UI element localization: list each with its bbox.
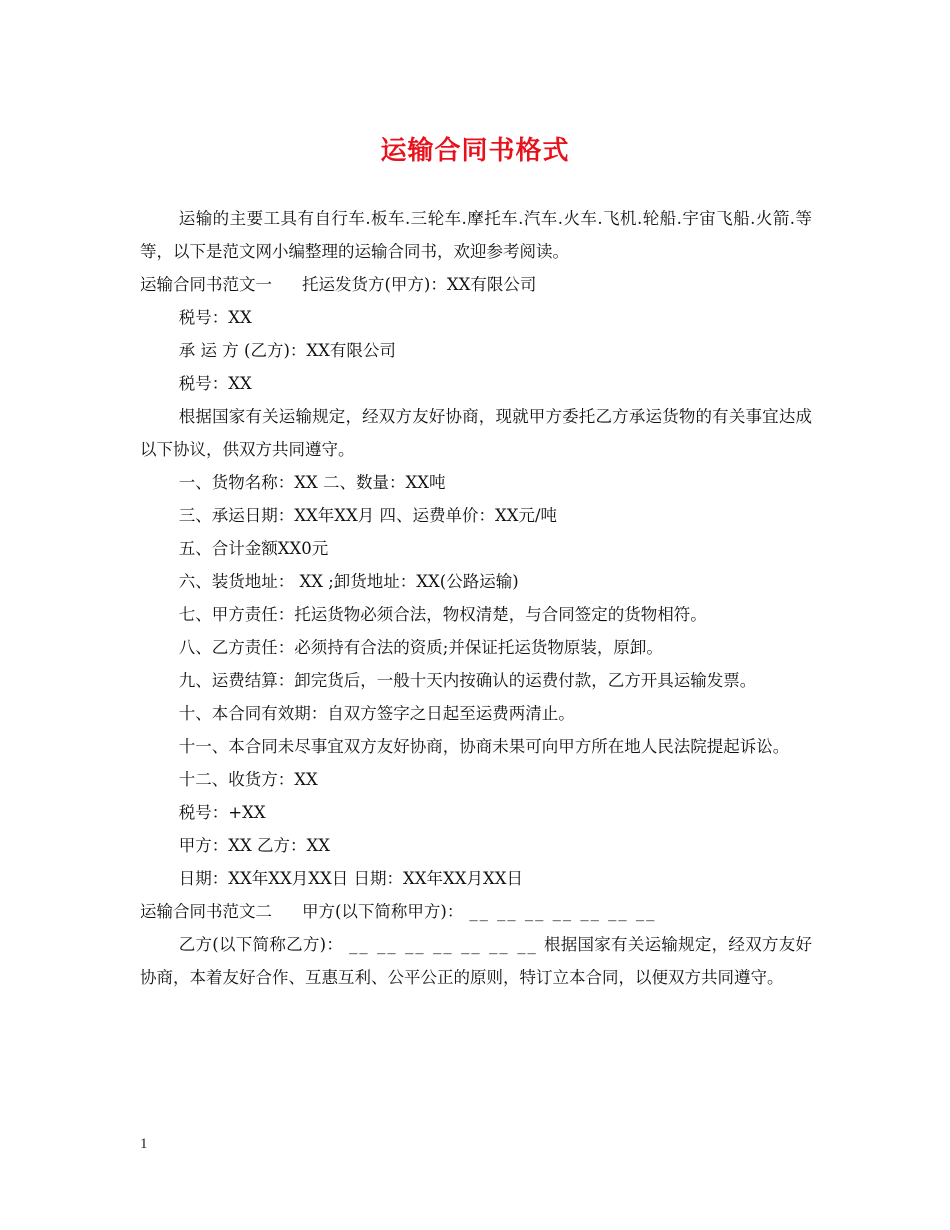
- clause: 甲方：XX 乙方：XX: [178, 836, 330, 855]
- clause: 七、甲方责任：托运货物必须合法，物权清楚，与合同签定的货物相符。: [178, 605, 707, 624]
- clause: 十、本合同有效期：自双方签字之日起至运费两清止。: [178, 704, 575, 723]
- intro-paragraph: 运输的主要工具有自行车.板车.三轮车.摩托车.汽车.火车.飞机.轮船.宇宙飞船.火箭.等等，以下是范文网小编整理的运输合同书，欢迎参考阅读。: [140, 209, 812, 261]
- party-a-blank: __ __ __ __ __ __ __: [469, 902, 657, 921]
- sample1-heading: 运输合同书范文一: [140, 275, 272, 294]
- clause: 八、乙方责任：必须持有合法的资质;并保证托运货物原装，原卸。: [178, 638, 663, 657]
- sample1-preamble: 根据国家有关运输规定，经双方友好协商，现就甲方委托乙方承运货物的有关事宜达成以下协议，供双方共同遵守。: [140, 407, 812, 459]
- clause: 五、合计金额XX0元: [178, 539, 329, 558]
- party-b-label: 乙方(以下简称乙方)：: [178, 935, 344, 954]
- clause: 六、装货地址： XX ;卸货地址：XX(公路运输): [178, 572, 519, 591]
- sample2-preamble-line: [140, 928, 812, 994]
- clause: 税号：+XX: [178, 803, 266, 822]
- sample2-heading-line: [140, 895, 812, 928]
- party-a-label: 甲方(以下简称甲方)：: [302, 902, 464, 921]
- page-number: 1: [140, 1136, 148, 1152]
- clause: 十二、收货方：XX: [178, 770, 318, 789]
- clause: 一、货物名称：XX 二、数量：XX吨: [178, 473, 446, 492]
- clause: 三、承运日期：XX年XX月 四、运费单价：XX元/吨: [178, 506, 558, 525]
- carrier-line: 承 运 方 (乙方)：XX有限公司: [178, 341, 396, 360]
- shipper-tax: 税号：XX: [178, 308, 252, 327]
- sample2-heading: 运输合同书范文二: [140, 902, 272, 921]
- sample2-preamble: 根据国家有关运输规定，经双方友好协商，本着友好合作、互惠互利、公平公正的原则，特订立本合同，以便双方共同遵守。: [140, 935, 813, 987]
- shipper-line: 托运发货方(甲方)：XX有限公司: [302, 275, 537, 294]
- carrier-tax: 税号：XX: [178, 374, 252, 393]
- document-title: 运输合同书格式: [380, 136, 570, 166]
- sample1-heading-line: [140, 268, 812, 301]
- clause: 九、运费结算：卸完货后，一般十天内按确认的运费付款，乙方开具运输发票。: [178, 671, 757, 690]
- document-body: [140, 202, 812, 994]
- clause: 日期：XX年XX月XX日 日期：XX年XX月XX日: [178, 869, 523, 888]
- clause: 十一、本合同未尽事宜双方友好协商，协商未果可向甲方所在地人民法院提起诉讼。: [178, 737, 790, 756]
- party-b-blank: __ __ __ __ __ __ __: [349, 935, 538, 954]
